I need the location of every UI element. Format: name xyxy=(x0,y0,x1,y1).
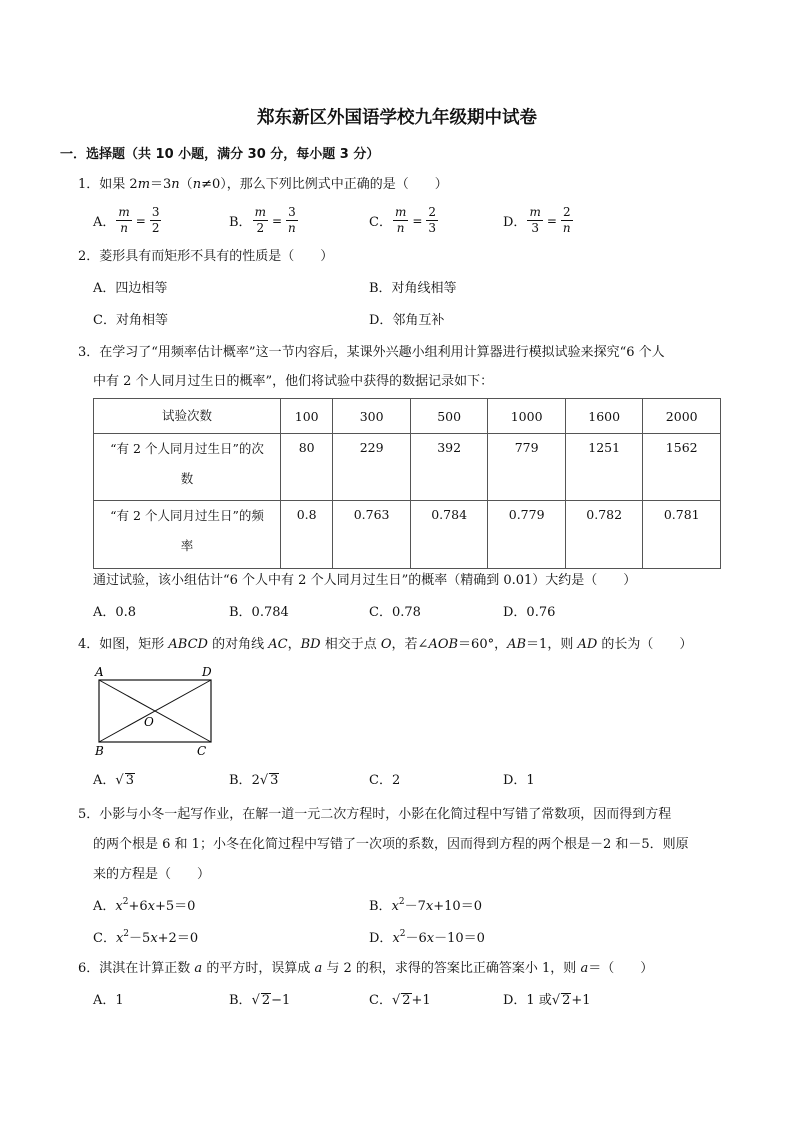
vertex-label-b: B xyxy=(95,744,104,758)
vertex-label-a: A xyxy=(95,665,104,679)
table-cell: 229 xyxy=(333,434,411,501)
table-cell: 500 xyxy=(410,399,488,434)
question-4-option-c: C．2 xyxy=(369,773,401,788)
question-3-conclusion: 通过试验，该小组估计“6 个人中有 2 个人同月过生日”的概率（精确到 0.01）大约是（ ） xyxy=(93,573,637,588)
trial-data-table xyxy=(93,398,721,569)
question-3-option-a: A．0.8 xyxy=(93,605,137,620)
question-3-option-d: D．0.76 xyxy=(503,605,556,620)
question-1-option-a: A． $\frac{m}{n}$ = $\frac{3}{2}$ xyxy=(93,205,160,235)
table-row-label: “有 2 个人同月过生日”的次 数 xyxy=(94,434,281,501)
question-2-option-c: C．对角相等 xyxy=(93,313,168,328)
question-1-option-c: C． $\frac{m}{n}$ = $\frac{2}{3}$ xyxy=(369,205,437,235)
table-row xyxy=(94,434,721,501)
table-row-label: “有 2 个人同月过生日”的频 率 xyxy=(94,501,281,569)
question-3-option-c: C．0.78 xyxy=(369,605,421,620)
table-cell: 1562 xyxy=(643,434,721,501)
question-4-stem: 4．如图，矩形 ABCD 的对角线 AC，BD 相交于点 O，若∠AOB＝60°，AB＝1，则 AD 的长为（ ） xyxy=(78,637,693,652)
table-cell: 0.782 xyxy=(565,501,643,569)
table-cell: 779 xyxy=(488,434,566,501)
table-cell: 0.784 xyxy=(410,501,488,569)
question-5-stem-line2: 的两个根是 6 和 1；小冬在化简过程中写错了一次项的系数，因而得到方程的两个根是－2 和－5．则原 xyxy=(93,837,689,852)
question-5-option-d: D．$x^2-6x-10=0$ xyxy=(369,929,485,946)
page-title: 郑东新区外国语学校九年级期中试卷 xyxy=(257,108,537,128)
question-2-option-a: A．四边相等 xyxy=(93,281,168,296)
table-cell: 300 xyxy=(333,399,411,434)
question-5-option-a: A．$x^2+6x+5=0$ xyxy=(93,897,196,914)
table-cell: 0.779 xyxy=(488,501,566,569)
rectangle-figure xyxy=(90,664,220,759)
center-label-o: O xyxy=(144,715,154,729)
question-3-stem-line1: 3．在学习了“用频率估计概率”这一节内容后，某课外兴趣小组利用计算器进行模拟试验来探究“6 个人 xyxy=(78,345,665,360)
vertex-label-c: C xyxy=(197,744,207,758)
table-cell: 1251 xyxy=(565,434,643,501)
table-header-cell: 试验次数 xyxy=(94,399,281,434)
section-heading: 一．选择题（共 10 小题，满分 30 分，每小题 3 分） xyxy=(60,147,380,162)
table-cell: 392 xyxy=(410,434,488,501)
question-6-option-a: A．1 xyxy=(93,993,124,1008)
question-5-option-c: C．$x^2-5x+2=0$ xyxy=(93,929,199,946)
question-2-option-b: B．对角线相等 xyxy=(369,281,457,296)
question-5-stem-line3: 来的方程是（ ） xyxy=(93,867,211,882)
question-6-option-d: D．1 或√ 2+1 xyxy=(503,993,591,1008)
vertex-label-d: D xyxy=(202,665,212,679)
table-cell: 0.8 xyxy=(281,501,333,569)
question-6-stem: 6．淇淇在计算正数 a 的平方时，误算成 a 与 2 的积，求得的答案比正确答案小 1，则 a＝（ ） xyxy=(78,961,654,976)
table-cell: 80 xyxy=(281,434,333,501)
question-3-option-b: B．0.784 xyxy=(229,605,289,620)
question-6-option-b: B．√ 2−1 xyxy=(229,993,291,1008)
table-cell: 1600 xyxy=(565,399,643,434)
table-row xyxy=(94,501,721,569)
table-cell: 100 xyxy=(281,399,333,434)
table-cell: 2000 xyxy=(643,399,721,434)
table-cell: 0.781 xyxy=(643,501,721,569)
table-cell: 1000 xyxy=(488,399,566,434)
question-5-stem-line1: 5．小影与小冬一起写作业，在解一道一元二次方程时，小影在化简过程中写错了常数项，因而得到方程 xyxy=(78,807,672,822)
question-4-option-a: A．√ 3 xyxy=(93,773,134,788)
table-cell: 0.763 xyxy=(333,501,411,569)
question-4-option-b: B．2√ 3 xyxy=(229,773,279,788)
table-row xyxy=(94,399,721,434)
question-1-option-d: D． $\frac{m}{3}$ = $\frac{2}{n}$ xyxy=(503,205,571,235)
question-6-option-c: C．√ 2+1 xyxy=(369,993,431,1008)
question-1-stem: 1．如果 2m＝3n（n≠0），那么下列比例式中正确的是（ ） xyxy=(78,177,448,192)
question-1-option-b: B． $\frac{m}{2}$ = $\frac{3}{n}$ xyxy=(229,205,296,235)
question-2-stem: 2．菱形具有而矩形不具有的性质是（ ） xyxy=(78,249,334,264)
question-2-option-d: D．邻角互补 xyxy=(369,313,445,328)
question-3-stem-line2: 中有 2 个人同月过生日的概率”，他们将试验中获得的数据记录如下： xyxy=(93,374,494,389)
question-5-option-b: B．$x^2-7x+10=0$ xyxy=(369,897,482,914)
question-4-option-d: D．1 xyxy=(503,773,535,788)
